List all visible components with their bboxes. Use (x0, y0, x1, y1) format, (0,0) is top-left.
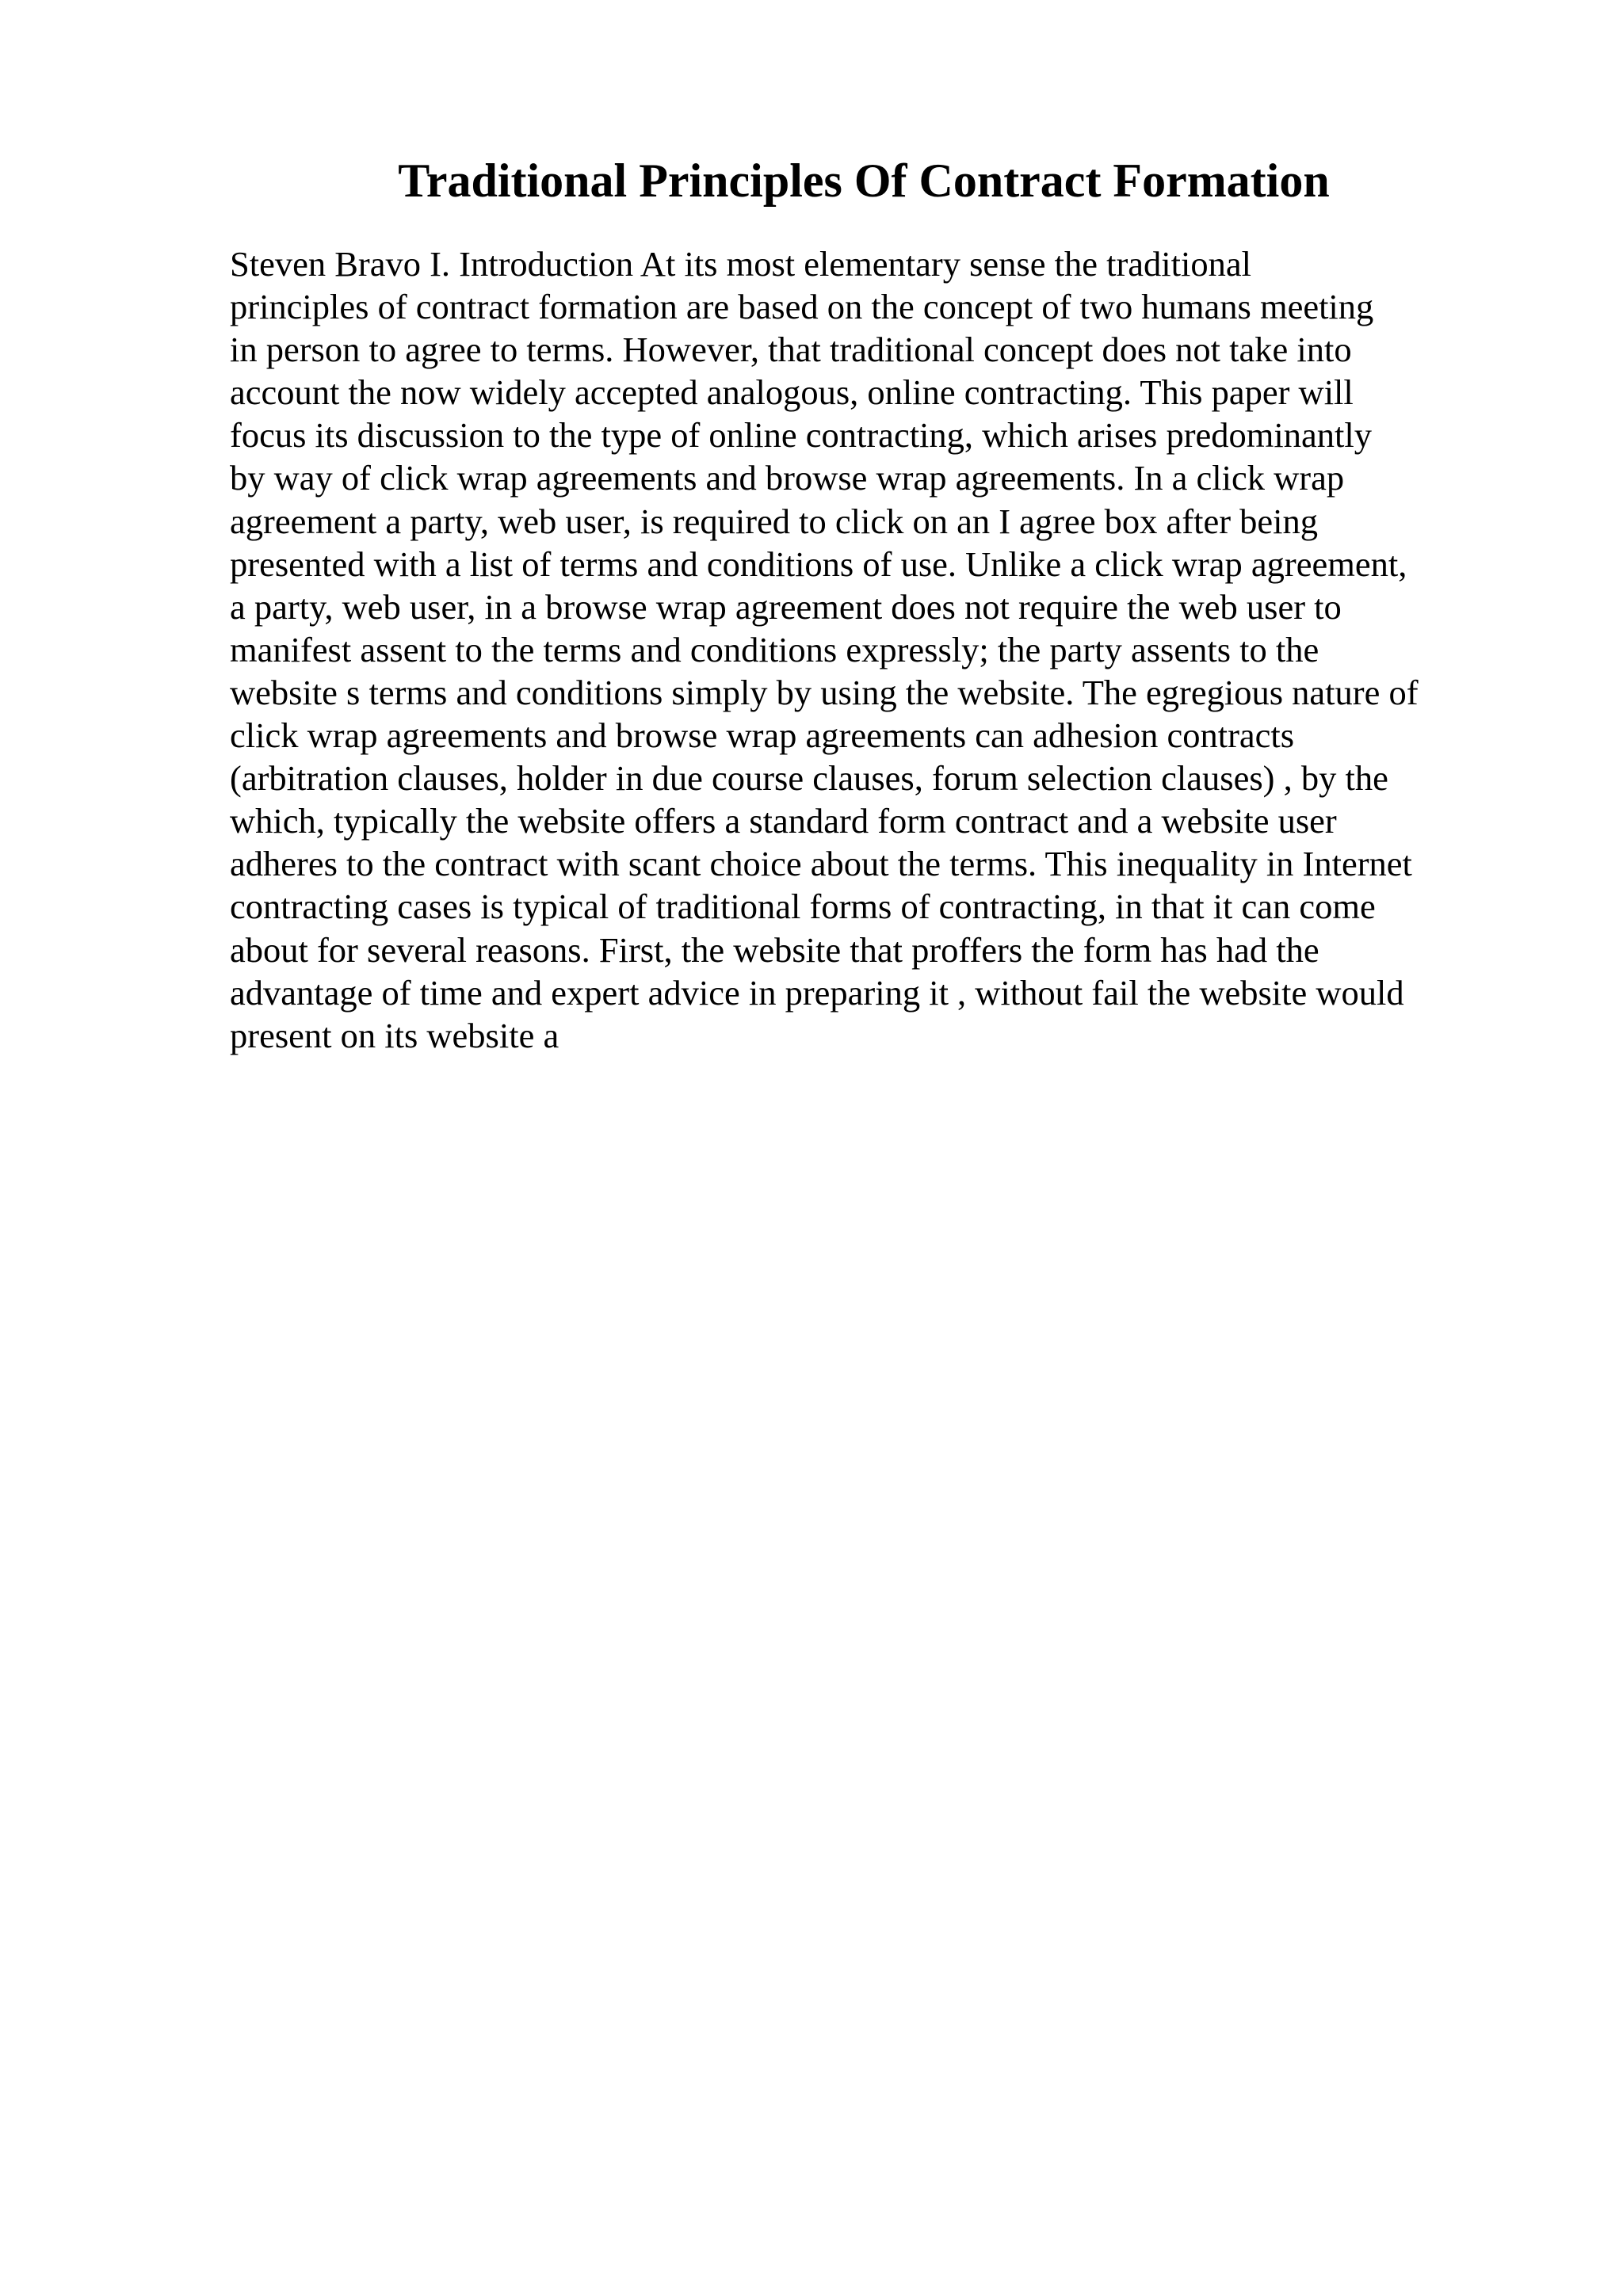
document-body (230, 242, 1490, 1057)
body-line: in person to agree to terms. However, that traditional concept does not take into (230, 330, 1352, 370)
body-line: adheres to the contract with scant choice about the terms. This inequality in Internet (230, 844, 1412, 884)
body-line: advantage of time and expert advice in preparing it , without fail the website would (230, 972, 1404, 1013)
body-line: focus its discussion to the type of online contracting, which arises predominantly (230, 415, 1373, 456)
body-line: which, typically the website offers a standard form contract and a website user (230, 801, 1337, 841)
document-title: Traditional Principles Of Contract Formation (398, 154, 1330, 207)
body-line: presented with a list of terms and conditions of use. Unlike a click wrap agreement, (230, 543, 1407, 584)
body-line: principles of contract formation are based on the concept of two humans meeting (230, 287, 1374, 327)
body-line: account the now widely accepted analogous, online contracting. This paper will (230, 372, 1354, 413)
body-line: contracting cases is typical of traditional forms of contracting, in that it can come (230, 887, 1376, 927)
body-line: agreement a party, web user, is required to click on an I agree box after being (230, 501, 1319, 541)
body-line: a party, web user, in a browse wrap agreement does not require the web user to (230, 586, 1342, 627)
body-line: (arbitration clauses, holder in due course clauses, forum selection clauses) , by the (230, 758, 1388, 799)
body-line: click wrap agreements and browse wrap agreements can adhesion contracts (230, 715, 1295, 756)
body-line: Steven Bravo I. Introduction At its most elementary sense the traditional (230, 244, 1251, 284)
body-line: by way of click wrap agreements and browse wrap agreements. In a click wrap (230, 458, 1345, 498)
body-line: present on its website a (230, 1015, 559, 1055)
body-line: about for several reasons. First, the website that proffers the form has had the (230, 929, 1319, 970)
body-line: website s terms and conditions simply by using the website. The egregious nature of (230, 672, 1419, 712)
body-line: manifest assent to the terms and conditions expressly; the party assents to the (230, 629, 1319, 669)
